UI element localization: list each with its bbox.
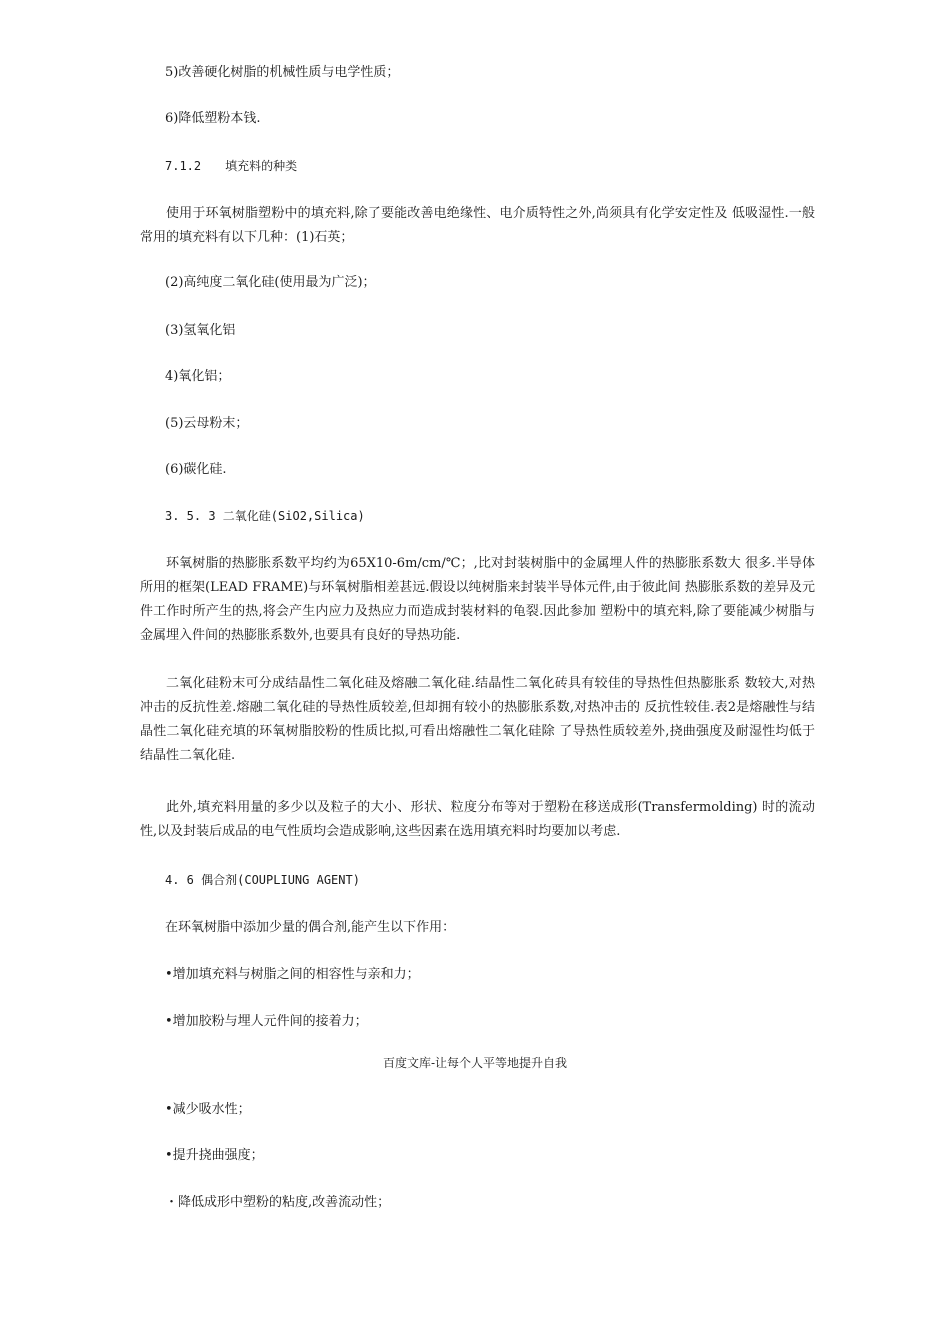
coupling-intro: 在环氧树脂中添加少量的偶合剂,能产生以下作用： [165, 920, 456, 935]
section-heading-silica: 3. 5. 3 二氧化硅(SiO2,Silica) [165, 509, 365, 523]
list-item-improve-properties: 5)改善硬化树脂的机械性质与电学性质； [165, 65, 400, 80]
list-item-mica-powder: (5)云母粉末； [165, 416, 249, 431]
list-item-silicon-carbide: (6)碳化硅. [165, 462, 227, 477]
list-item-aluminum-hydroxide: (3)氢氧化铝 [165, 323, 236, 338]
list-item-alumina: 4)氧化铝； [165, 369, 231, 384]
list-item-lower-cost: 6)降低塑粉本钱. [165, 111, 261, 126]
paragraph-filler-size: 此外,填充料用量的多少以及粒子的大小、形状、粒度分布等对于塑粉在移送成形(Transfermolding) 时的流动性,以及封装后成品的电气性质均会造成影响,这些因素在选用填充料时均要加以考虑. [140, 800, 815, 839]
bullet-adhesion: •增加胶粉与埋人元件间的接着力； [165, 1014, 368, 1029]
list-item-high-purity-silica: (2)高纯度二氧化硅(使用最为广泛)； [165, 275, 376, 290]
bullet-viscosity: ・降低成形中塑粉的粘度,改善流动性； [165, 1195, 391, 1210]
paragraph-thermal-expansion: 环氧树脂的热膨胀系数平均约为65X10-6m/cm/℃；,比对封装树脂中的金属埋人件的热膨胀系数大 很多.半导体所用的框架(LEAD FRAME)与环氧树脂相差甚远.假设以纯树脂来封装半导体元件,由于彼此间 热膨胀系数的差异及元件工作时所产生的热,将会产生内应力及热应力而造成封装材料的龟裂.因此参加 塑粉中的填充料,除了要能减少树脂与金属埋入件间的热膨胀系数外,也要具有良好的导热功能. [140, 556, 815, 643]
paragraph-silica-types: 二氧化硅粉末可分成结晶性二氧化硅及熔融二氧化硅.结晶性二氧化砖具有较佳的导热性但热膨胀系 数较大,对热冲击的反抗性差.熔融二氧化硅的导热性质较差,但却拥有较小的热膨胀系数,对热冲击的 反抗性较佳.表2是熔融性与结晶性二氧化硅充填的环氧树脂胶粉的性质比拟,可看出熔融性二氧化硅除 了导热性质较差外,挠曲强度及耐湿性均低于结晶性二氧化硅. [140, 676, 815, 763]
page-footer: 百度文库-让每个人平等地提升自我 [382, 1056, 568, 1070]
bullet-compatibility: •增加填充料与树脂之间的相容性与亲和力； [165, 967, 420, 982]
paragraph-filler-intro: 使用于环氧树脂塑粉中的填充料,除了要能改善电绝缘性、电介质特性之外,尚须具有化学安定性及 低吸湿性.一般常用的填充料有以下几种：(1)石英； [140, 206, 815, 245]
bullet-flexural-strength: •提升挠曲强度； [165, 1148, 264, 1163]
section-heading-filler-types: 7.1.2 填充料的种类 [165, 159, 298, 173]
section-heading-coupling-agent: 4. 6 偶合剂(COUPLIUNG AGENT) [165, 873, 360, 887]
bullet-water-absorption: •减少吸水性； [165, 1102, 251, 1117]
